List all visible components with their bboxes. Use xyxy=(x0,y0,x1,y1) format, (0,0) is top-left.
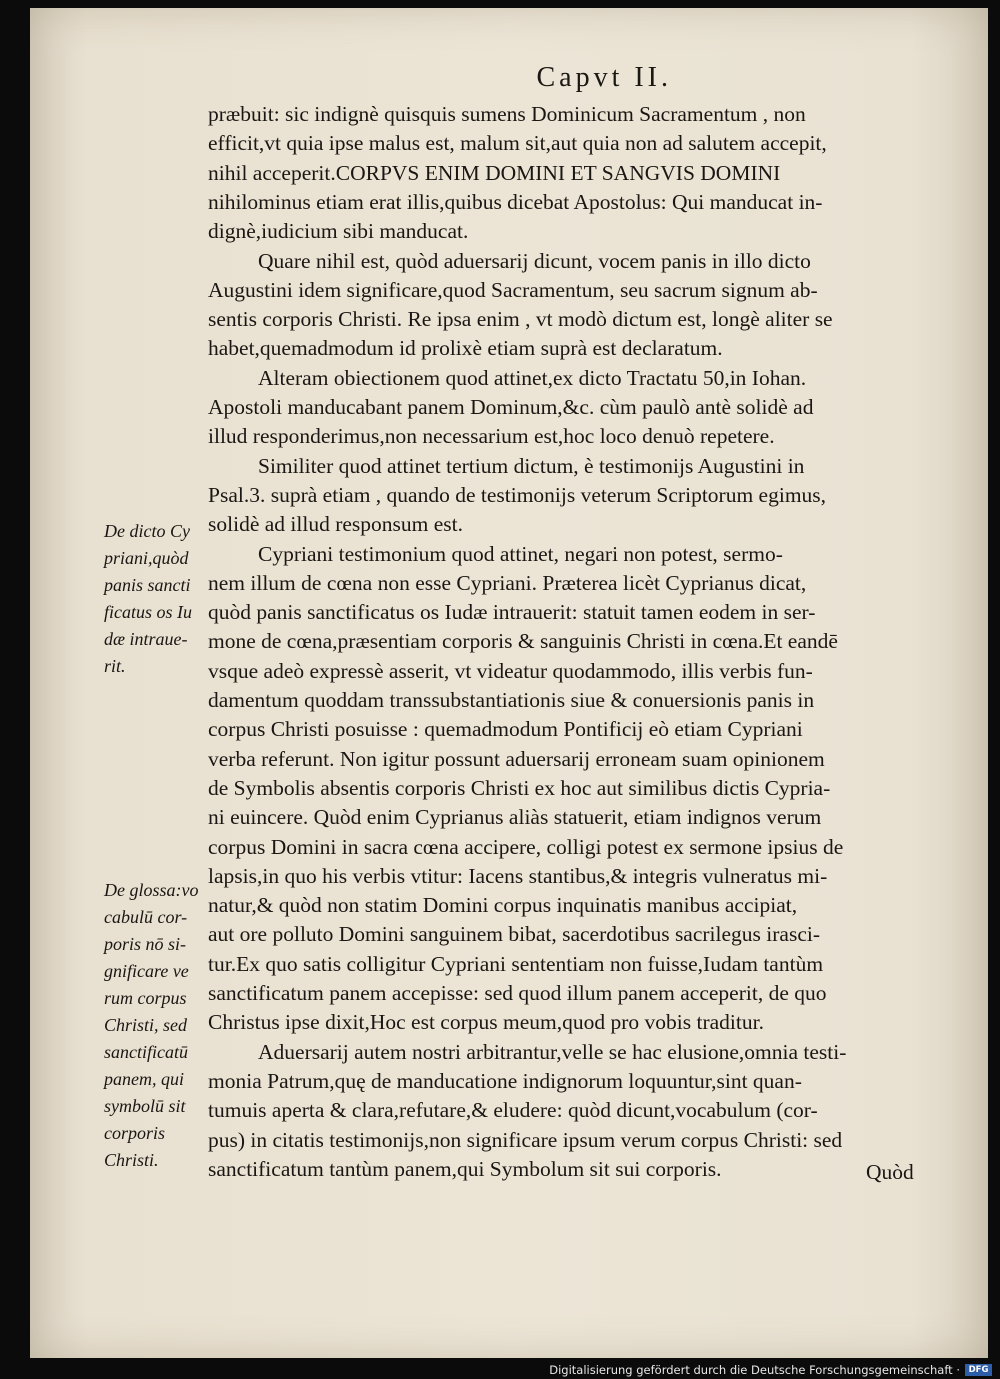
body-line: Augustini idem significare,quod Sacramentum, seu sacrum signum ab- xyxy=(208,277,818,302)
body-line: vsque adeò expressè asserit, vt videatur quodammodo, illis verbis fun- xyxy=(208,658,813,683)
dfg-credit: Digitalisierung gefördert durch die Deutsche Forschungsgemeinschaft · xyxy=(549,1363,960,1377)
body-line: ni euincere. Quòd enim Cyprianus aliàs statuerit, etiam indignos verum xyxy=(208,805,822,830)
body-line: solidè ad illud responsum est. xyxy=(208,512,463,537)
margin-note-line: rum corpus xyxy=(104,988,187,1008)
margin-note-line: Christi. xyxy=(104,1150,159,1170)
margin-note-line: dæ intraue- xyxy=(104,629,188,649)
margin-note-line: symbolū sit xyxy=(104,1096,186,1116)
body-line: præbuit: sic indignè quisquis sumens Dominicum Sacramentum , non xyxy=(208,102,806,126)
margin-note-line: Christi, sed xyxy=(104,1015,188,1035)
body-line: natur,& quòd non statim Domini corpus inquinatis manibus accipiat, xyxy=(208,893,798,918)
body-line: Apostoli manducabant panem Dominum,&c. cùm paulò antè solidè ad xyxy=(208,395,814,419)
body-line: illud responderimus,non necessarium est,hoc loco denuò repetere. xyxy=(208,424,775,449)
body-line: Christus ipse dixit,Hoc est corpus meum,quod pro vobis traditur. xyxy=(208,1010,764,1035)
body-line: Psal.3. suprà etiam , quando de testimonijs veterum Scriptorum egimus, xyxy=(208,482,827,507)
footer-bar xyxy=(0,1362,1000,1379)
margin-note-line: rit. xyxy=(104,656,126,676)
margin-note-line: De glossa:vo xyxy=(104,880,199,900)
body-line: habet,quemadmodum id prolixè etiam suprà est declaratum. xyxy=(208,336,723,361)
body-line: Quare nihil est, quòd aduersarij dicunt, vocem panis in illo dicto xyxy=(258,248,811,273)
margin-note-line: panem, qui xyxy=(104,1069,184,1089)
margin-note-line: corporis xyxy=(104,1123,166,1143)
body-line: verba referunt. Non igitur possunt aduersarij erroneam suam opinionem xyxy=(208,746,825,771)
body-line: Aduersarij autem nostri arbitrantur,velle se hac elusione,omnia testi- xyxy=(258,1039,847,1064)
margin-note-line: De dicto Cy xyxy=(104,521,190,541)
body-line: nem illum de cœna non esse Cypriani. Præterea licèt Cyprianus dicat, xyxy=(208,570,807,595)
margin-note-line: priani,quòd xyxy=(104,548,189,568)
body-line: monia Patrum,quę de manducatione indignorum loquuntur,sint quan- xyxy=(208,1068,802,1093)
body-line: de Symbolis absentis corporis Christi ex hoc aut similibus dictis Cypria- xyxy=(208,775,831,800)
margin-note-glossa xyxy=(104,877,206,1174)
margin-note-cyprian xyxy=(104,518,206,680)
body-line: Cypriani testimonium quod attinet, negari non potest, sermo- xyxy=(258,541,783,566)
body-line: corpus Domini in sacra cœna accipere, colligi potest ex sermone ipsius de xyxy=(208,834,844,859)
body-line: dignè,iudicium sibi manducat. xyxy=(208,219,469,244)
body-line: tumuis aperta & clara,refutare,& eludere: quòd dicunt,vocabulum (cor- xyxy=(208,1098,818,1123)
margin-note-line: poris nō si- xyxy=(104,934,187,954)
body-line: lapsis,in quo his verbis vtitur: Iacens stantibus,& integris vulneratus mi- xyxy=(208,863,828,888)
body-line: sanctificatum panem accepisse: sed quod illum panem acceperit, de quo xyxy=(208,981,827,1005)
body-line: aut ore polluto Domini sanguinem bibat, sacerdotibus sacrilegus irasci- xyxy=(208,922,821,947)
margin-note-line: sanctificatū xyxy=(104,1042,188,1062)
body-line: sentis corporis Christi. Re ipsa enim , vt modò dictum est, longè aliter se xyxy=(208,307,833,332)
body-line: damentum quoddam transsubstantiationis siue & conuersionis panis in xyxy=(208,688,815,712)
margin-note-line: gnificare ve xyxy=(104,961,189,981)
body-line: nihil acceperit.CORPVS ENIM DOMINI ET SANGVIS DOMINI xyxy=(208,160,781,185)
body-line: sanctificatum tantùm panem,qui Symbolum sit sui corporis. xyxy=(208,1156,722,1181)
body-line: tur.Ex quo satis colligitur Cypriani sententiam non fuisse,Iudam tantùm xyxy=(208,951,824,976)
running-header: Capvt II. xyxy=(536,62,672,93)
margin-note-line: cabulū cor- xyxy=(104,907,188,927)
margin-note-line: ficatus os Iu xyxy=(104,602,192,622)
body-line: mone de cœna,præsentiam corporis & sanguinis Christi in cœna.Et eandē xyxy=(208,629,838,654)
body-line: efficit,vt quia ipse malus est, malum sit,aut quia non ad salutem accepit, xyxy=(208,131,827,156)
margin-note-line: panis sancti xyxy=(104,575,191,595)
body-line: quòd panis sanctificatus os Iudæ intrauerit: statuit tamen eodem in ser- xyxy=(208,600,816,625)
body-line: pus) in citatis testimonijs,non significare ipsum verum corpus Christi: sed xyxy=(208,1127,843,1152)
catchword: Quòd xyxy=(866,1160,914,1184)
body-line: Similiter quod attinet tertium dictum, è testimonijs Augustini in xyxy=(258,453,805,478)
dfg-logo-icon: DFG xyxy=(965,1364,992,1376)
body-line: Alteram obiectionem quod attinet,ex dicto Tractatu 50,in Iohan. xyxy=(258,365,807,390)
body-line: corpus Christi posuisse : quemadmodum Pontificij eò etiam Cypriani xyxy=(208,717,803,742)
body-line: nihilominus etiam erat illis,quibus dicebat Apostolus: Qui manducat in- xyxy=(208,189,823,214)
